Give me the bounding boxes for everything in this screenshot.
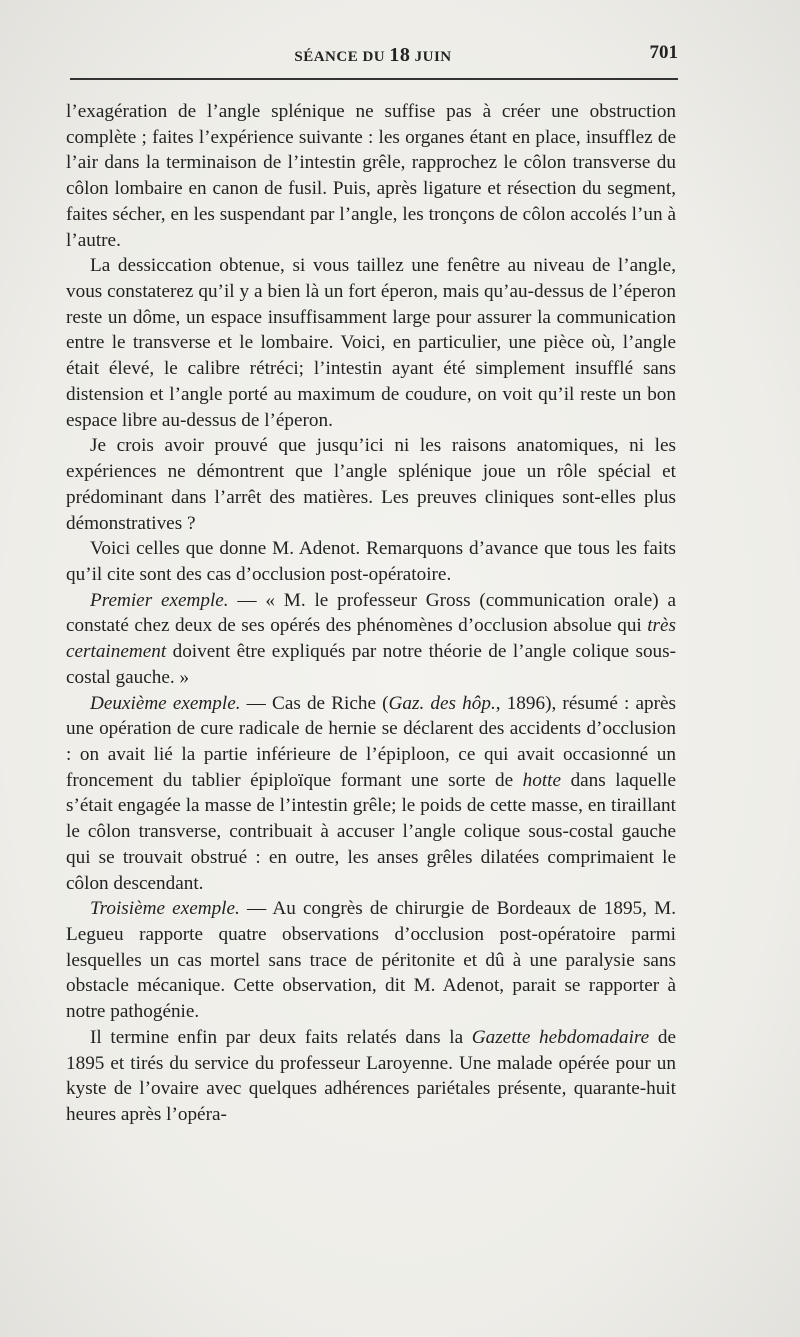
- page-number: 701: [649, 42, 678, 63]
- running-head: [66, 44, 680, 67]
- body-text: [66, 99, 676, 1128]
- paragraph-8-text-1: Il termine enfin par deux faits relatés dans la: [90, 1026, 472, 1048]
- paragraph-5-emphasis: très certainement: [66, 615, 676, 663]
- running-head-prefix: SÉANCE DU: [294, 49, 390, 65]
- example-label-3: Troisième exemple.: [90, 898, 240, 920]
- paragraph-2: La dessiccation obtenue, si vous taillez une fenêtre au niveau de l’angle, vous constaterez qu’il y a bien là un fort éperon, mais qu’au-dessus de l’éperon reste un dôme, un espace insuffisamment large pour assurer la communication entre le transverse et le lombaire. Voici, en particulier, une pièce où, l’angle était élevé, le calibre rétréci; l’intestin ayant été simplement insufflé sans distension et l’angle porté au maximum de coudure, on voit qu’il reste un bon espace libre au-dessus de l’éperon.: [66, 255, 676, 431]
- paragraph-1: l’exagération de l’angle splénique ne suffise pas à créer une obstruction complète ; faites l’expérience suivante : les organes étant en place, insufflez de l’air dans la terminaison de l’intestin grêle, rapprochez le côlon transverse du côlon lombaire en canon de fusil. Puis, après ligature et résection du segment, faites sécher, en les suspendant par l’angle, les tronçons de côlon accolés l’un à l’autre.: [66, 101, 676, 251]
- paragraph-3: Je crois avoir prouvé que jusqu’ici ni les raisons anatomiques, ni les expériences ne démontrent que l’angle splénique joue un rôle spécial et prédominant dans l’arrêt des matières. Les preuves cliniques sont-elles plus démonstratives ?: [66, 435, 676, 534]
- journal-title: Gazette hebdomadaire: [471, 1026, 650, 1048]
- running-head-day: 18: [389, 44, 411, 66]
- paragraph-7-text-1: — Au congrès de chirurgie de Bordeaux de 1895, M. Legueu rapporte quatre observations d’occlusion post-opératoire parmi lesquelles un cas mortel sans trace de péritonite et dû à une paralysie sans obstacle mécanique. Cette observation, dit M. Adenot, parait se rapporter à notre pathogénie.: [66, 898, 676, 1023]
- paragraph-6-reference: Gaz. des hôp.: [388, 692, 496, 714]
- paragraph-5: [66, 588, 676, 691]
- page-header: [66, 40, 680, 74]
- running-head-month: JUIN: [410, 49, 452, 65]
- paragraph-6-emphasis: hotte: [522, 769, 562, 791]
- example-label-2: Deuxième exemple.: [90, 692, 241, 714]
- header-rule: [70, 78, 678, 80]
- paragraph-5-text-1: — « M. le professeur Gross (communication orale) a constaté chez deux de ses opérés des phénomènes d’occlusion absolue qui: [66, 589, 676, 637]
- paragraph-8: [66, 1025, 676, 1128]
- paragraph-6-text-3: dans laquelle s’était engagée la masse de l’intestin grêle; le poids de cette masse, en tiraillant le côlon transverse, contribuait à accuser l’angle colique sous-costal gauche qui se trouvait obstrué : en outre, les anses grêles dilatées comprimaient le côlon descendant.: [66, 769, 676, 894]
- paragraph-6: [66, 691, 676, 897]
- paragraph-7: [66, 896, 676, 1025]
- paragraph-4: Voici celles que donne M. Adenot. Remarquons d’avance que tous les faits qu’il cite sont des cas d’occlusion post-opératoire.: [66, 538, 676, 585]
- paragraph-6-text-1: — Cas de Riche (: [240, 692, 389, 714]
- paragraph-8-text-2: de 1895 et tirés du service du professeur Laroyenne. Une malade opérée pour un kyste de l’ovaire avec quelques adhérences pariétales présente, quarante-huit heures après l’opéra-: [66, 1026, 676, 1126]
- paragraph-5-text-2: doivent être expliqués par notre théorie de l’angle colique sous-costal gauche. »: [66, 641, 676, 688]
- example-label-1: Premier exemple.: [90, 589, 229, 611]
- paragraph-6-text-2: , 1896), résumé : après une opération de cure radicale de hernie se déclarent des accidents d’occlusion : on avait lié la partie inférieure de l’épiploon, ce qui avait occasionné un froncement du tablier épiploïque formant une sorte de: [66, 692, 676, 791]
